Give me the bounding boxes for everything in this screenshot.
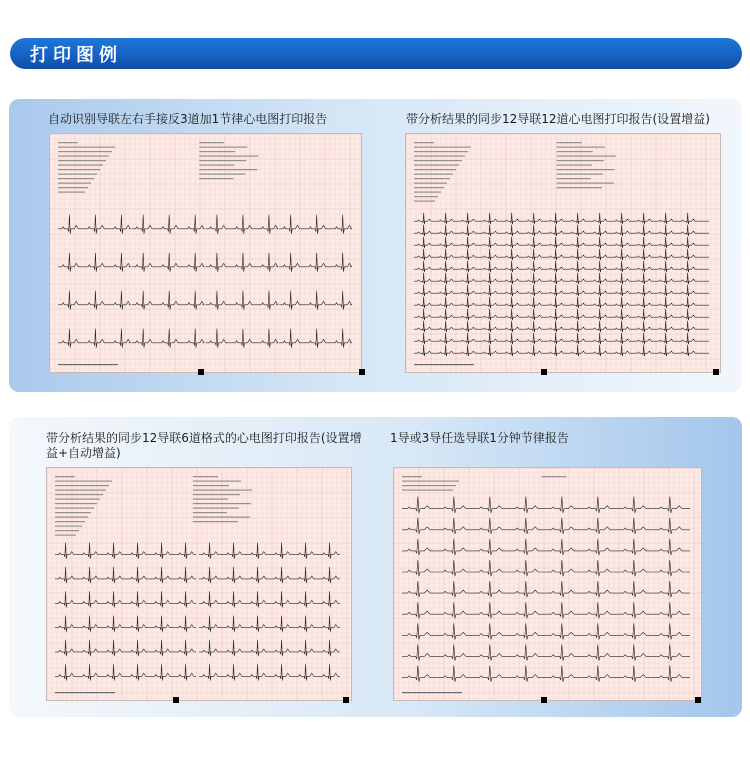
ecg-report-image-1	[49, 133, 362, 373]
registration-mark	[713, 369, 719, 375]
example-caption-4: 1导或3导任选导联1分钟节律报告	[390, 431, 569, 445]
registration-mark	[359, 369, 365, 375]
registration-mark	[173, 697, 179, 703]
example-caption-3: 带分析结果的同步12导联6道格式的心电图打印报告(设置增益+自动增益)	[46, 431, 362, 460]
page-title: 打印图例	[30, 45, 122, 66]
registration-mark	[198, 369, 204, 375]
example-caption-2: 带分析结果的同步12导联12道心电图打印报告(设置增益)	[406, 112, 710, 126]
ecg-report-image-3	[46, 467, 352, 701]
section-title-bar	[10, 38, 742, 69]
ecg-report-image-2	[405, 133, 721, 373]
registration-mark	[541, 369, 547, 375]
registration-mark	[343, 697, 349, 703]
example-caption-1: 自动识别导联左右手接反3道加1节律心电图打印报告	[48, 112, 328, 126]
registration-mark	[695, 697, 701, 703]
ecg-report-image-4	[393, 467, 702, 701]
registration-mark	[541, 697, 547, 703]
